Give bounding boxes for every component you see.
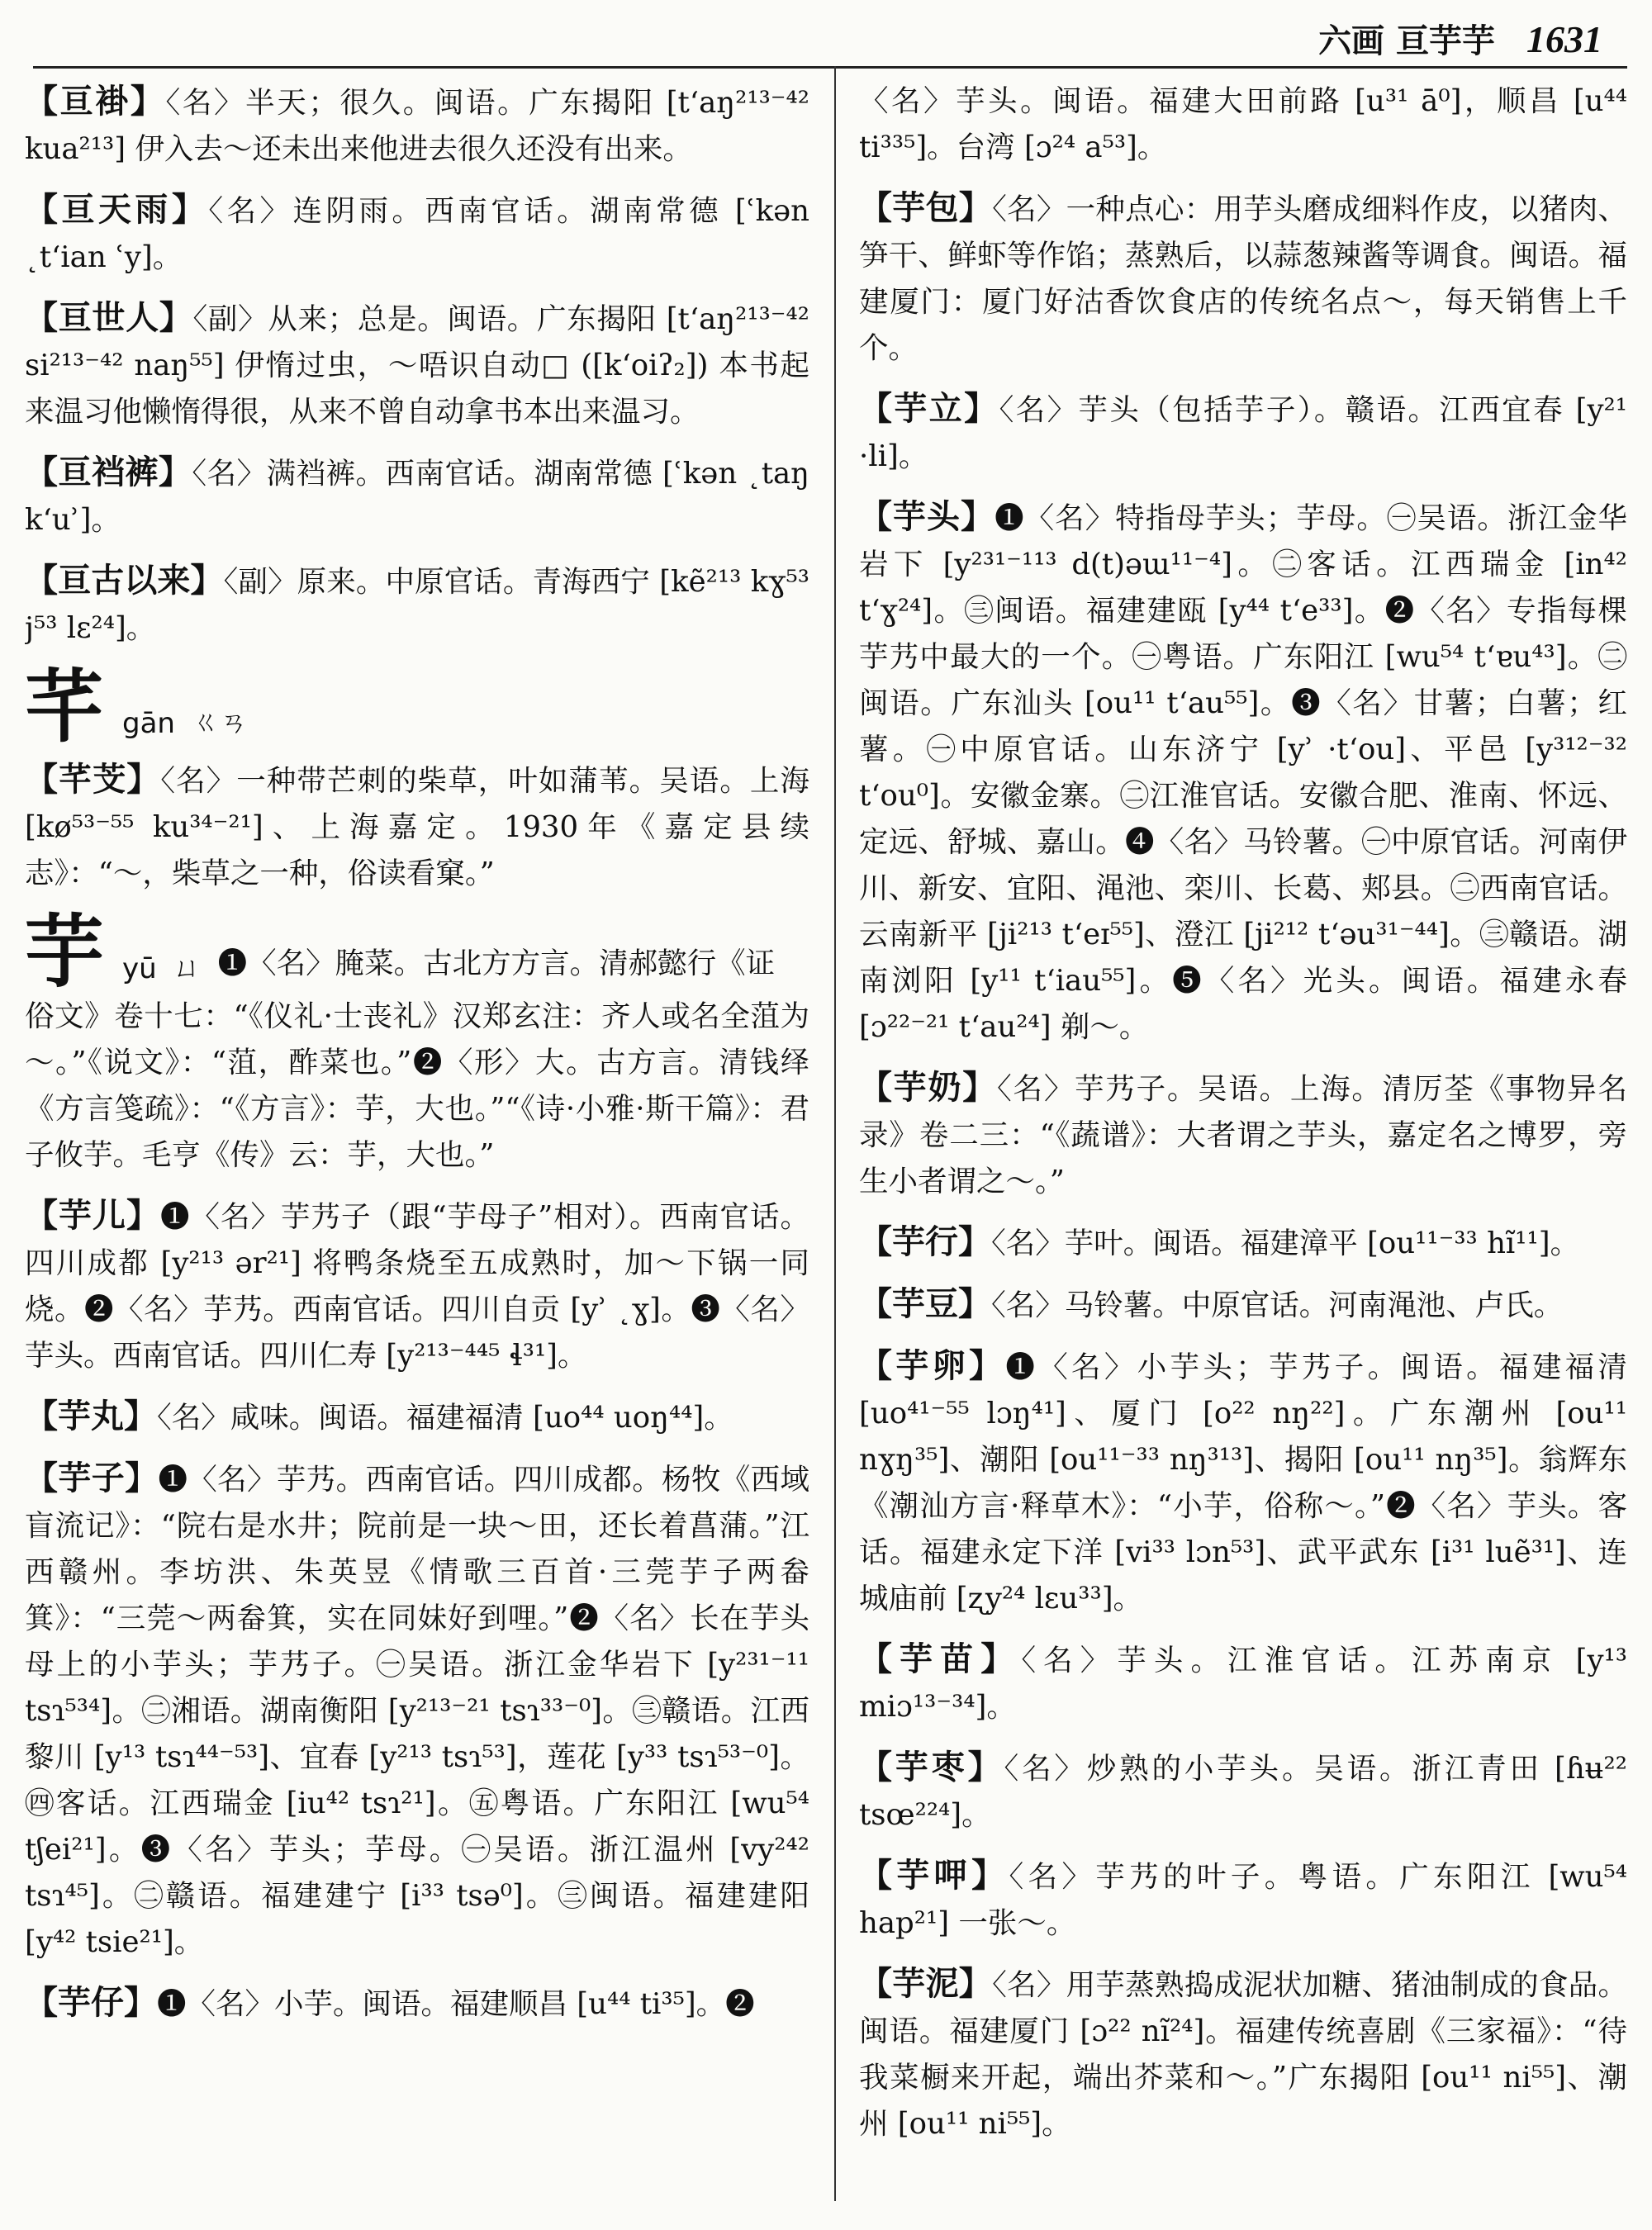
- entry-definition: 〈名〉满裆裤。西南官话。湖南常德 [ʿkən ˛taŋ kʻuʾ]。: [25, 457, 809, 537]
- dictionary-entry: [25, 1980, 809, 2028]
- dictionary-entry: [859, 494, 1627, 1051]
- zhuyin: ㄍㄢ: [191, 706, 248, 739]
- dictionary-entry: [25, 757, 809, 897]
- entry-definition: 〈名〉芋艿子。吴语。上海。清厉荃《事物异名录》卷二三：“《蔬谱》：大者谓之芋头，嘉定名之博罗，旁生小者谓之～。”: [859, 1072, 1627, 1198]
- entry-headword: 【亘古以来】: [25, 561, 224, 600]
- entry-headword: 【芋丸】: [25, 1397, 157, 1435]
- dictionary-entry: [859, 1853, 1627, 1947]
- left-column: [25, 78, 809, 2213]
- dictionary-entry: [25, 295, 809, 435]
- entry-headword: 【芋呷】: [859, 1856, 1009, 1895]
- right-column: [859, 78, 1627, 2213]
- page-number: 1631: [1526, 18, 1602, 60]
- page-header: [1318, 15, 1602, 62]
- dictionary-entry: [859, 1744, 1627, 1839]
- dictionary-entry: [25, 1393, 809, 1441]
- entry-headword: 【芋头】: [859, 497, 995, 536]
- entry-headword: 【亘世人】: [25, 298, 193, 337]
- entry-headword: 【芋子】: [25, 1459, 159, 1497]
- dictionary-entry: [859, 1961, 1627, 2147]
- entry-definition: ❶〈名〉小芋头；芋艿子。闽语。福建福清 [uo⁴¹⁻⁵⁵ lɔŋ⁴¹]、厦门 [o²² nŋ²²]。广东潮州 [ou¹¹ nɣŋ³⁵]、潮阳 [ou¹¹⁻³³ nŋ³¹³]、揭阳 [ou¹¹ nŋ³⁵]。翁辉东《潮汕方言·释草木》：“小芋，俗称～。”❷〈名〉芋头。客话。福建永定下洋 [vi³³ lɔn⁵³]、武平武东 [i³¹ luẽ³¹]、连城庙前 [ʐy²⁴ lɛu³³]。: [859, 1350, 1627, 1616]
- dictionary-entry: [859, 386, 1627, 480]
- entry-definition: 〈名〉连阴雨。西南官话。湖南常德 [ʿkən ˛tʻian ʿy]。: [25, 194, 809, 274]
- entry-headword: 【芋包】: [859, 188, 993, 227]
- entry-definition: 〈名〉用芋蒸熟捣成泥状加糖、猪油制成的食品。闽语。福建厦门 [ɔ²² nĩ²⁴]。福建传统喜剧《三家福》：“待我菜橱来开起，端出芥菜和～。”广东揭阳 [ou¹¹ ni⁵⁵]、潮州 [ou¹¹ ni⁵⁵]。: [859, 1968, 1627, 2141]
- header-rule: [33, 66, 1627, 69]
- entry-headword: 【芋苗】: [859, 1639, 1022, 1678]
- entry-headword: 【芊芠】: [25, 760, 161, 799]
- entry-definition: 〈名〉炒熟的小芋头。吴语。浙江青田 [ɦʉ²² tsœ²²⁴]。: [859, 1752, 1627, 1832]
- entry-headword: 【芋儿】: [25, 1196, 160, 1235]
- column-divider: [834, 66, 836, 2201]
- entry-headword: 【芋豆】: [859, 1284, 991, 1323]
- entry-definition: ❶〈名〉芋艿。西南官话。四川成都。杨牧《西域盲流记》：“院右是水井；院前是一块～田，还长着菖蒲。”江西赣州。李坊洪、朱英昱《情歌三百首·三莞芋子两畚箕》：“三莞～两畚箕，实在同妹好到哩。”❷〈名〉长在芋头母上的小芋头；芋艿子。㊀吴语。浙江金华岩下 [y²³¹⁻¹¹ tsɿ⁵³⁴]。㊁湘语。湖南衡阳 [y²¹³⁻²¹ tsɿ³³⁻⁰]。㊂赣语。江西黎川 [y¹³ tsɿ⁴⁴⁻⁵³]、宜春 [y²¹³ tsɿ⁵³]，莲花 [y³³ tsɿ⁵³⁻⁰]。㊃客话。江西瑞金 [iu⁴² tsɿ²¹]。㊄粤语。广东阳江 [wu⁵⁴ tʃei²¹]。❸〈名〉芋头；芋母。㊀吴语。浙江温州 [vy²⁴² tsɿ⁴⁵]。㊁赣语。福建建宁 [i³³ tsə⁰]。㊂闽语。福建建阳 [y⁴² tsie²¹]。: [25, 1463, 809, 1959]
- entry-headword: 【亘褂】: [25, 82, 166, 121]
- entry-headword: 【芋奶】: [859, 1068, 998, 1107]
- entry-definition: ❶〈名〉特指母芋头；芋母。㊀吴语。浙江金华岩下 [y²³¹⁻¹¹³ d(t)əɯ¹¹⁻⁴]。㊁客话。江西瑞金 [in⁴² tʻɣ²⁴]。㊂闽语。福建建瓯 [y⁴⁴ tʻe³³]。❷〈名〉专指每棵芋艿中最大的一个。㊀粤语。广东阳江 [wu⁵⁴ tʻɐu⁴³]。㊁闽语。广东汕头 [ou¹¹ tʻau⁵⁵]。❸〈名〉甘薯；白薯；红薯。㊀中原官话。山东济宁 [yʾ ·tʻou]、平邑 [y³¹²⁻³² tʻou⁰]。安徽金寨。㊁江淮官话。安徽合肥、淮南、怀远、定远、舒城、嘉山。❹〈名〉马铃薯。㊀中原官话。河南伊川、新安、宜阳、渑池、栾川、长葛、郏县。㊁西南官话。云南新平 [ji²¹³ tʻeɪ⁵⁵]、澄江 [ji²¹² tʻəu³¹⁻⁴⁴]。㊂赣语。湖南浏阳 [y¹¹ tʻiau⁵⁵]。❺〈名〉光头。闽语。福建永春 [ɔ²²⁻²¹ tʻau²⁴] 剃～。: [859, 501, 1627, 1044]
- character-heading: [25, 660, 809, 753]
- entry-definition: 〈名〉马铃薯。中原官话。河南渑池、卢氏。: [991, 1288, 1564, 1322]
- entry-headword: 【芋卵】: [859, 1346, 1006, 1385]
- dictionary-entry: [859, 1219, 1627, 1267]
- entry-definition: 〈名〉芋头（包括芋子）。赣语。江西宜春 [y²¹ ·li]。: [859, 393, 1627, 473]
- dictionary-entry: [25, 558, 809, 652]
- entry-definition: 〈名〉一种点心：用芋头磨成细料作皮，以猪肉、笋干、鲜虾等作馅；蒸熟后，以蒜葱辣酱等调食。闽语。福建厦门：厦门好沽香饮食店的传统名点～，每天销售上千个。: [859, 192, 1627, 365]
- entry-definition: 〈名〉一种带芒刺的柴草，叶如蒲苇。吴语。上海 [kø⁵³⁻⁵⁵ ku³⁴⁻²¹]、上海嘉定。1930年《嘉定县续志》：“～，柴草之一种，俗读看窠。”: [25, 764, 809, 890]
- entry-definition: 〈名〉咸味。闽语。福建福清 [uo⁴⁴ uoŋ⁴⁴]。: [157, 1401, 733, 1435]
- character-heading: [25, 905, 809, 999]
- entry-definition: 〈副〉从来；总是。闽语。广东揭阳 [tʻaŋ²¹³⁻⁴² si²¹³⁻⁴² naŋ⁵⁵] 伊惰过虫，～唔识自动□ ([kʻoiʔ₂]) 本书起来温习他懒惰得很，从来不曾自动拿书本出来温习。: [25, 302, 809, 429]
- entry-headword: 【芋仔】: [25, 1983, 157, 2022]
- entry-headword: 【芋立】: [859, 389, 999, 428]
- running-head: 六画 亘芋芋: [1318, 21, 1495, 60]
- entry-headword: 【芋行】: [859, 1222, 991, 1261]
- character-definition-continued: 俗文》卷十七：“《仪礼·士丧礼》汉郑玄注：齐人或名全菹为～。”《说文》：“菹，酢菜也。”❷〈形〉大。古方言。清钱绎《方言笺疏》：“《方言》：芋，大也。”“《诗·小雅·斯干篇》：君子攸芋。毛亨《传》云：芋，大也。”: [25, 999, 809, 1172]
- entry-headword: 【亘裆裤】: [25, 453, 192, 491]
- pinyin: yū: [122, 952, 157, 985]
- entry-headword: 【亘天雨】: [25, 190, 209, 229]
- zhuyin: ㄩ: [173, 951, 202, 985]
- dictionary-entry: [859, 1281, 1627, 1329]
- entry-continuation: [859, 78, 1627, 171]
- entry-definition: 〈名〉芋头。闽语。福建大田前路 [u³¹ ā⁰]，顺昌 [u⁴⁴ ti³³⁵]。台湾 [ɔ²⁴ a⁵³]。: [859, 84, 1627, 164]
- pinyin: gān: [122, 707, 175, 740]
- character-definition: ❶〈名〉腌菜。古北方方言。清郝懿行《证: [217, 947, 776, 980]
- dictionary-entry: [859, 1065, 1627, 1205]
- entry-definition: 〈名〉芋头。江淮官话。江苏南京 [y¹³ miɔ¹³⁻³⁴]。: [859, 1644, 1627, 1724]
- entry-definition: 〈名〉半天；很久。闽语。广东揭阳 [tʻaŋ²¹³⁻⁴² kua²¹³] 伊入去～还未出来他进去很久还没有出来。: [25, 86, 809, 166]
- dictionary-entry: [859, 1343, 1627, 1622]
- dictionary-entry: [25, 1193, 809, 1379]
- character-block: [25, 905, 809, 1179]
- entry-definition: 〈副〉原来。中原官话。青海西宁 [kẽ²¹³ kɣ⁵³ j⁵³ lɛ²⁴]。: [25, 565, 809, 645]
- dictionary-entry: [25, 449, 809, 543]
- dictionary-entry: [859, 185, 1627, 372]
- entry-definition: 〈名〉芋叶。闽语。福建漳平 [ou¹¹⁻³³ hĩ¹¹]。: [991, 1226, 1580, 1260]
- entry-headword: 【芋泥】: [859, 1964, 993, 2003]
- dictionary-entry: [859, 1636, 1627, 1730]
- entry-headword: 【芋枣】: [859, 1748, 1004, 1786]
- head-character: 芊: [25, 660, 104, 753]
- entry-definition: ❶〈名〉芋艿子（跟“芋母子”相对）。西南官话。四川成都 [y²¹³ ər²¹] 将鸭条烧至五成熟时，加～下锅一同烧。❷〈名〉芋艿。西南官话。四川自贡 [yʾ ˛ɣ]。❸〈名〉芋头。西南官话。四川仁寿 [y²¹³⁻⁴⁴⁵ ɬ³¹]。: [25, 1200, 809, 1373]
- dictionary-entry: [25, 187, 809, 281]
- entry-definition: ❶〈名〉小芋。闽语。福建顺昌 [u⁴⁴ ti³⁵]。❷: [157, 1987, 755, 2021]
- head-character: 芋: [25, 905, 104, 999]
- dictionary-entry: [25, 78, 809, 173]
- dictionary-entry: [25, 1455, 809, 1966]
- entry-definition: 〈名〉芋艿的叶子。粤语。广东阳江 [wu⁵⁴ hap²¹] 一张～。: [859, 1860, 1627, 1940]
